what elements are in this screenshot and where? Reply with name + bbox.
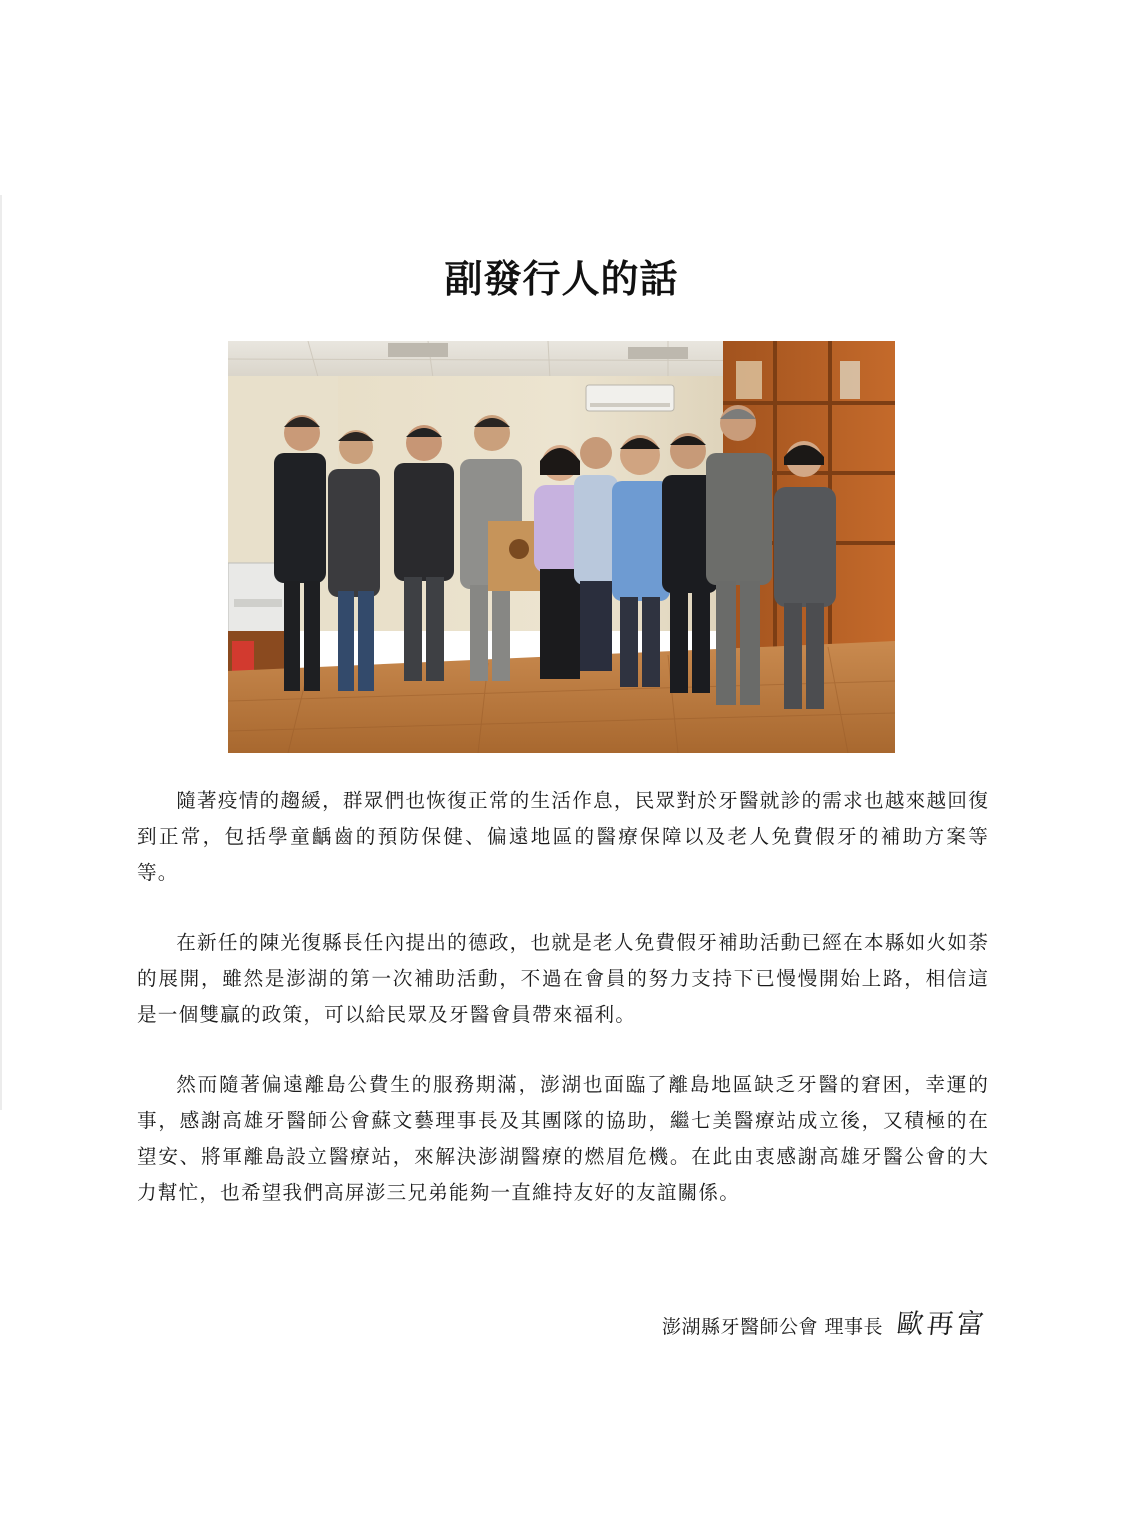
paragraph-2: 在新任的陳光復縣長任內提出的德政，也就是老人免費假牙補助活動已經在本縣如火如荼的展開，雖然是澎湖的第一次補助活動，不過在會員的努力支持下已慢慢開始上路，相信這是一個雙贏的政策，可以給民眾及牙醫會員帶來福利。: [137, 931, 989, 1026]
paragraph-3: 然而隨著偏遠離島公費生的服務期滿，澎湖也面臨了離島地區缺乏牙醫的窘困，幸運的事，感謝高雄牙醫師公會蘇文藝理事長及其團隊的協助，繼七美醫療站成立後，又積極的在望安、將軍離島設立醫療站，來解決澎湖醫療的燃眉危機。在此由衷感謝高雄牙醫公會的大力幫忙，也希望我們高屏澎三兄弟能夠一直維持友好的友誼關係。: [137, 1073, 989, 1204]
group-photo: [228, 341, 895, 753]
paragraph-1: 隨著疫情的趨緩，群眾們也恢復正常的生活作息，民眾對於牙醫就診的需求也越來越回復到正常，包括學童齲齒的預防保健、偏遠地區的醫療保障以及老人免費假牙的補助方案等等。: [137, 789, 989, 884]
signature-organization: 澎湖縣牙醫師公會 理事長: [661, 1316, 883, 1338]
signature-block: [662, 1302, 987, 1341]
page-edge-line: [0, 195, 2, 1110]
page-title: 副發行人的話: [444, 257, 679, 301]
signature-name: 歐再富: [895, 1309, 989, 1340]
article-body: [137, 783, 989, 1245]
